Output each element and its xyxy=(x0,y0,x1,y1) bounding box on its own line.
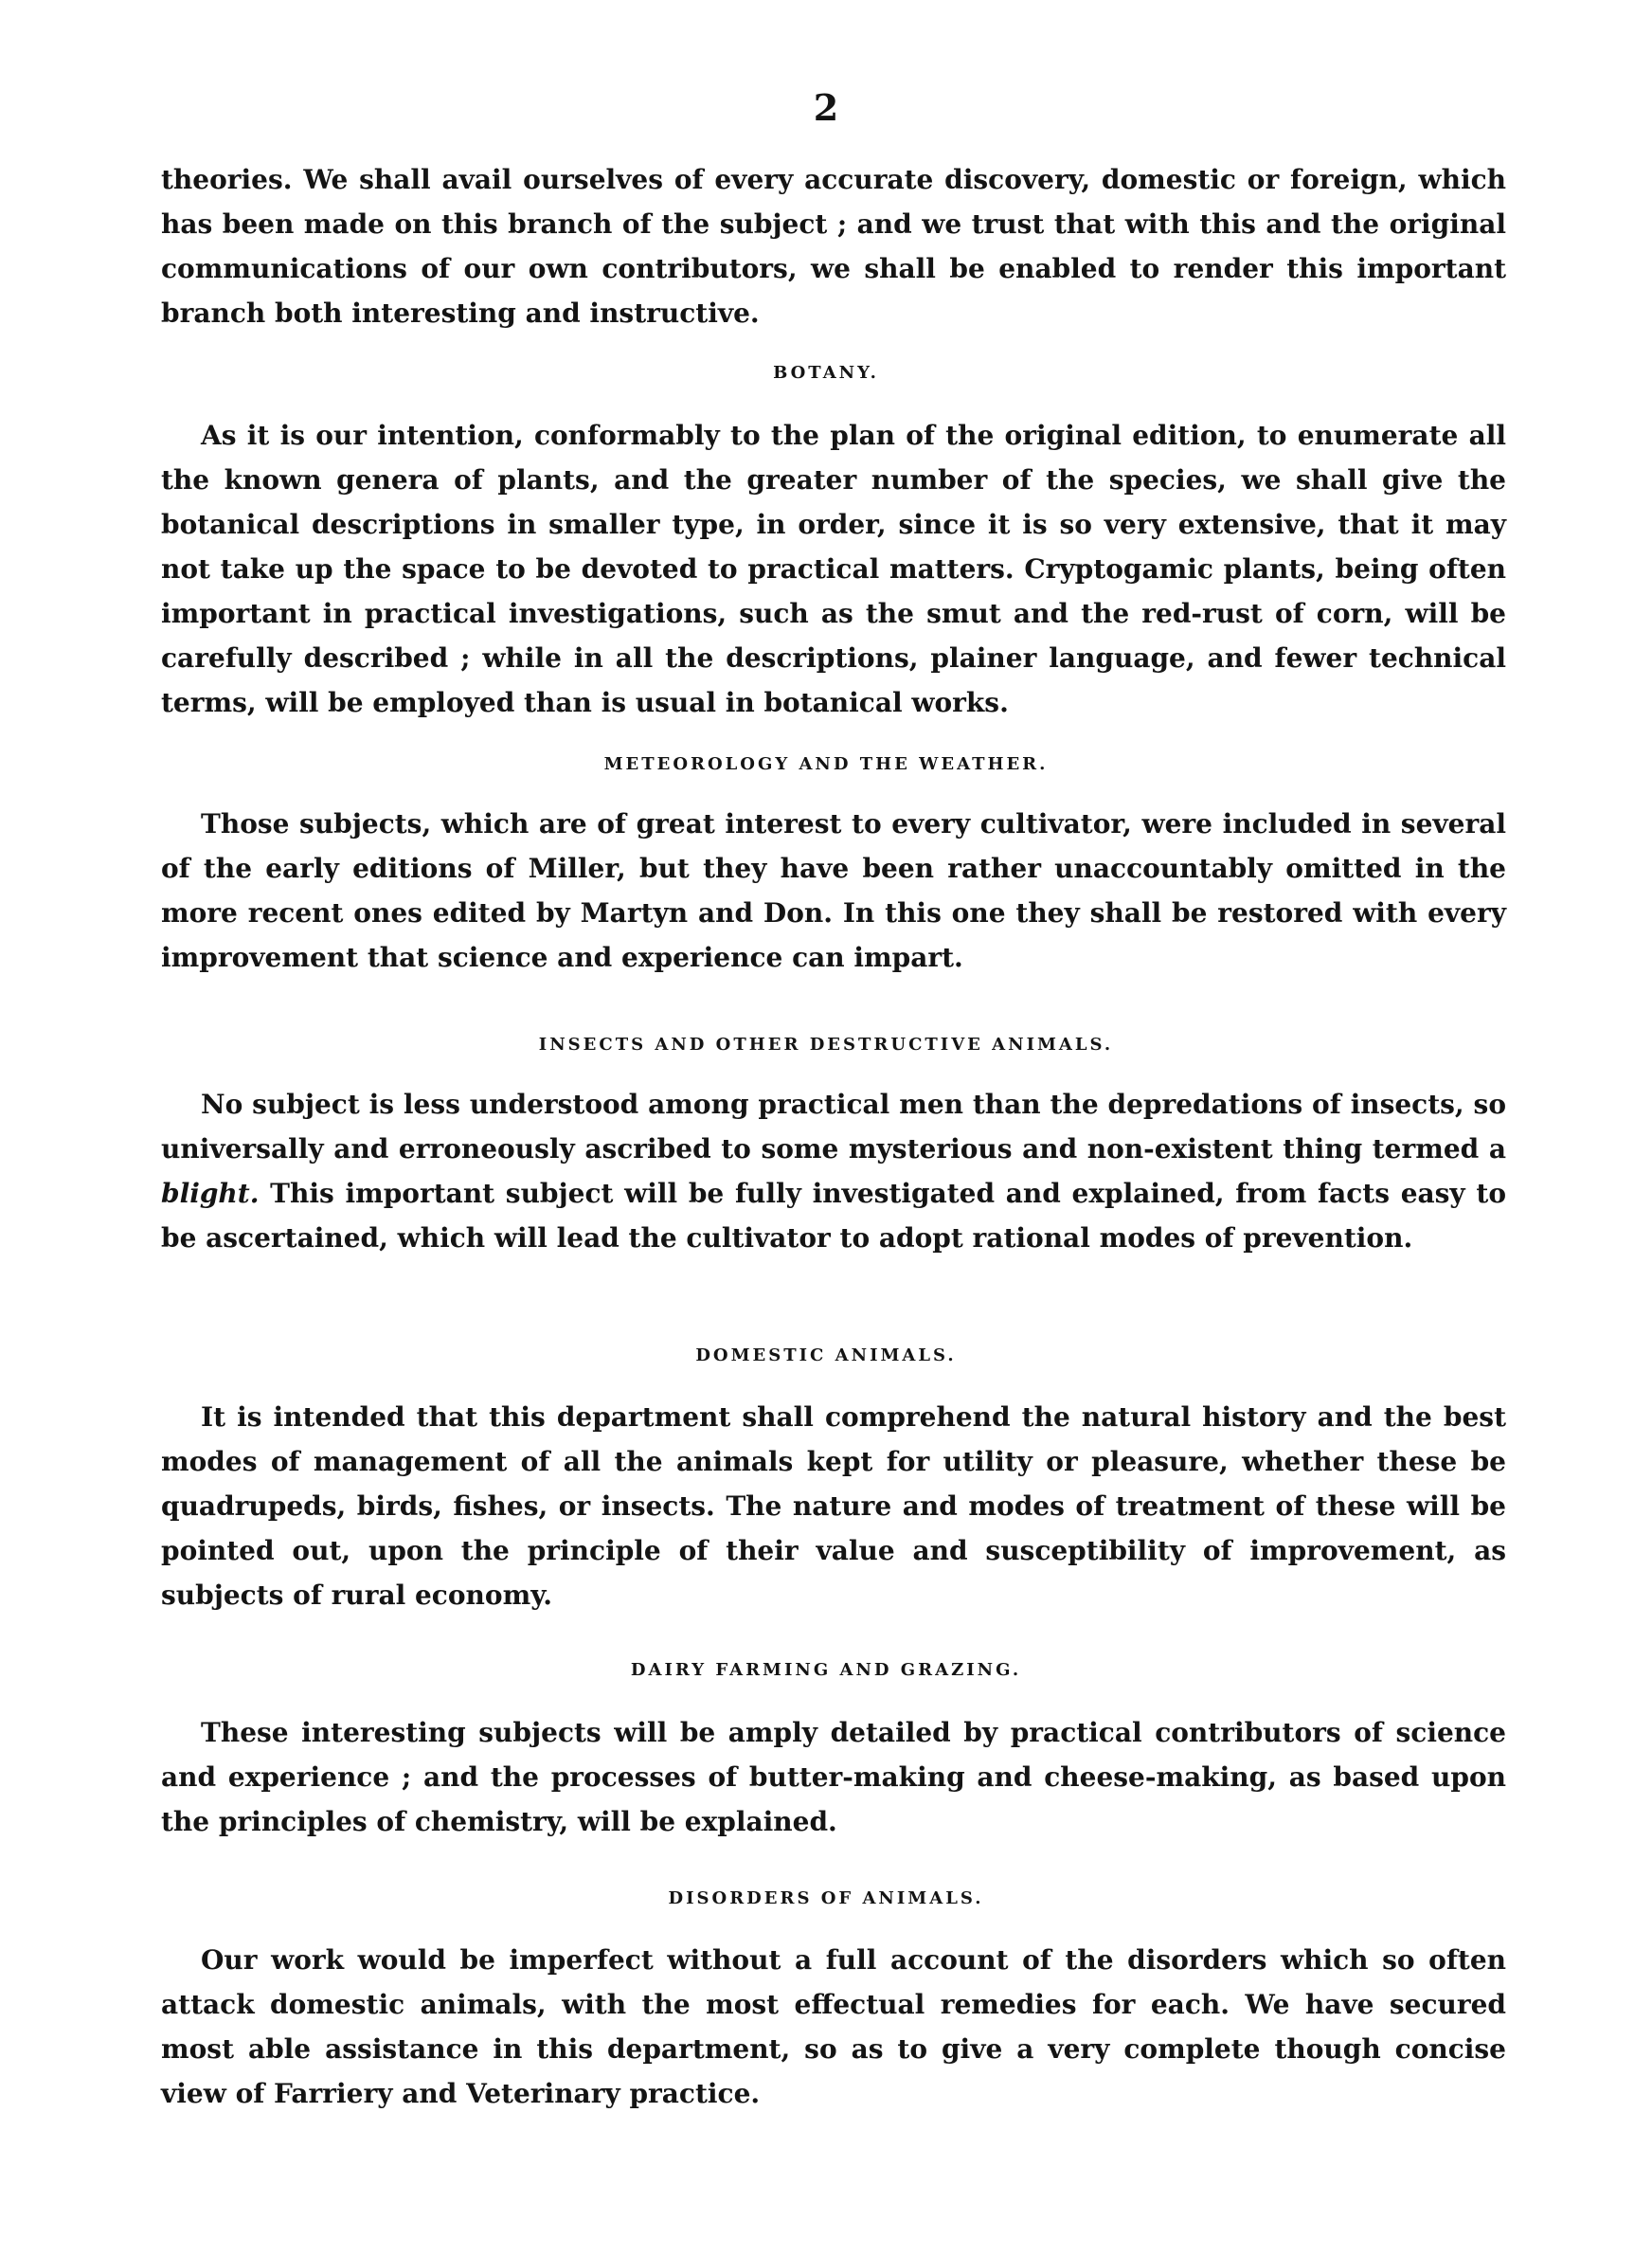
insects-italic-term: blight. xyxy=(161,1178,260,1209)
section-paragraph-dairy-farming: These interesting subjects will be amply detailed by practical contributors of science and experience ; and the processes of butter-making and cheese-making, as based upon the principles of chemistry, will be explained. xyxy=(161,1717,1506,1837)
section-paragraph-insects xyxy=(161,1082,1506,1260)
section-heading-domestic-animals: DOMESTIC ANIMALS. xyxy=(695,1345,957,1365)
section-paragraph-meteorology: Those subjects, which are of great interest to every cultivator, were included in several of the early editions of Miller, but they have been rather unaccountably omitted in the more recent ones edited by Martyn and Don. In this one they shall be restored with every improvement that science and experience can impart. xyxy=(161,808,1506,973)
page-number: 2 xyxy=(813,86,839,129)
insects-text-part-2: This important subject will be fully investigated and explained, from facts easy to be ascertained, which will lead the cultivator to adopt rational modes of prevention. xyxy=(161,1178,1506,1254)
section-heading-dairy-farming: DAIRY FARMING AND GRAZING. xyxy=(630,1660,1022,1680)
section-heading-meteorology: METEOROLOGY AND THE WEATHER. xyxy=(603,754,1049,774)
section-paragraph-domestic-animals: It is intended that this department shall comprehend the natural history and the best modes of management of all the animals kept for utility or pleasure, whether these be quadrupeds, birds, fishes, or insects. The nature and modes of treatment of these will be pointed out, upon the principle of their value and susceptibility of improvement, as subjects of rural economy. xyxy=(161,1401,1506,1611)
section-heading-insects: INSECTS AND OTHER DESTRUCTIVE ANIMALS. xyxy=(538,1035,1114,1055)
section-paragraph-botany: As it is our intention, conformably to the plan of the original edition, to enumerate all the known genera of plants, and the greater number of the species, we shall give the botanical descriptions in smaller type, in order, since it is so very extensive, that it may not take up the space to be devoted to practical matters. Cryptogamic plants, being often important in practical investigations, such as the smut and the red-rust of corn, will be carefully described ; while in all the descriptions, plainer language, and fewer technical terms, will be employed than is usual in botanical works. xyxy=(161,420,1506,718)
insects-text-part-1: No subject is less understood among practical men than the depredations of insects, so universally and erroneously ascribed to some mysterious and non-existent thing termed a xyxy=(161,1089,1506,1165)
section-heading-botany: BOTANY. xyxy=(773,363,879,383)
section-heading-disorders: DISORDERS OF ANIMALS. xyxy=(668,1888,984,1908)
section-paragraph-disorders: Our work would be imperfect without a full account of the disorders which so often attack domestic animals, with the most effectual remedies for each. We have secured most able assistance in this department, so as to give a very complete though concise view of Farriery and Veterinary practice. xyxy=(161,1944,1506,2109)
intro-paragraph: theories. We shall avail ourselves of every accurate discovery, domestic or foreign, which has been made on this branch of the subject ; and we trust that with this and the original communications of our own contributors, we shall be enabled to render this important branch both interesting and instructive. xyxy=(161,164,1506,329)
